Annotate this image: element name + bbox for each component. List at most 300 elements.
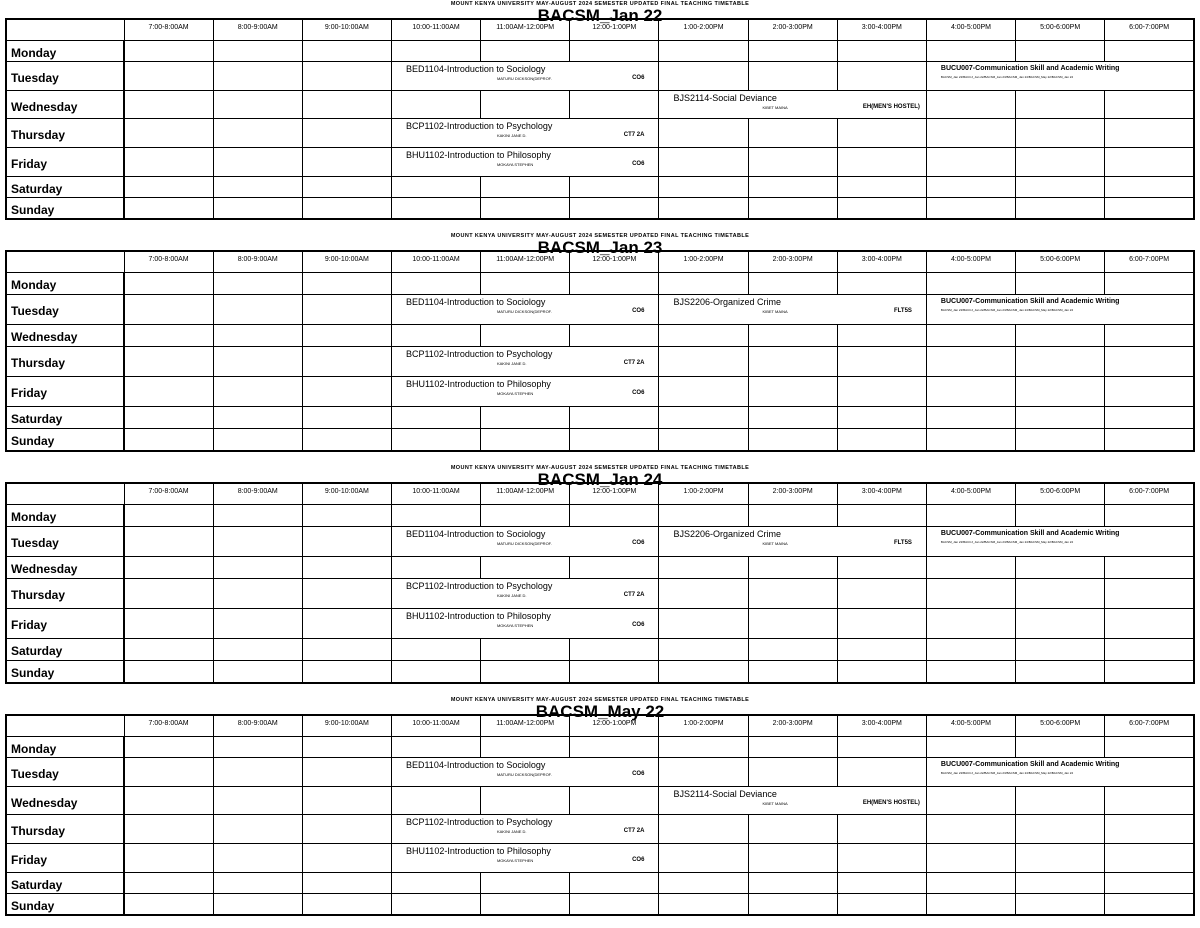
day-row — [6, 526, 1194, 556]
empty-cell — [837, 376, 926, 406]
time-slot-label: 4:00-5:00PM — [950, 256, 992, 263]
empty-cell — [926, 660, 1015, 683]
session-cell[interactable] — [659, 90, 926, 119]
timetable-grid — [5, 18, 1195, 220]
time-slot-label: 12:00-1:00PM — [592, 488, 637, 495]
empty-cell — [1016, 41, 1105, 62]
course-name: BED1104-Introduction to Sociology — [405, 64, 546, 74]
empty-cell — [213, 608, 302, 638]
time-slot-header — [570, 19, 659, 41]
time-slot-header — [748, 483, 837, 505]
empty-cell — [837, 273, 926, 295]
empty-cell — [481, 737, 570, 758]
empty-cell — [481, 90, 570, 119]
empty-cell — [213, 176, 302, 197]
day-label: Thursday — [6, 346, 124, 376]
empty-cell — [302, 197, 391, 219]
empty-cell — [748, 406, 837, 428]
time-slot-label: 2:00-3:00PM — [772, 24, 813, 31]
empty-cell — [302, 758, 391, 787]
empty-cell — [926, 737, 1015, 758]
time-slot-header — [302, 19, 391, 41]
session-cell[interactable] — [391, 294, 658, 324]
session-cell[interactable] — [926, 526, 1194, 556]
empty-cell — [124, 406, 213, 428]
day-label: Wednesday — [6, 556, 124, 578]
empty-cell — [1016, 197, 1105, 219]
course-name: BCP1102-Introduction to Psychology — [405, 817, 553, 828]
course-name: BCP1102-Introduction to Psychology — [405, 348, 553, 359]
day-row — [6, 758, 1194, 787]
day-label: Saturday — [6, 176, 124, 197]
empty-cell — [481, 786, 570, 815]
empty-cell — [1016, 176, 1105, 197]
empty-cell — [1016, 786, 1105, 815]
room-label: FLT5S — [894, 307, 912, 314]
time-slot-label: 12:00-1:00PM — [592, 256, 637, 263]
empty-cell — [302, 294, 391, 324]
empty-cell — [837, 578, 926, 608]
day-label: Wednesday — [6, 786, 124, 815]
empty-cell — [570, 872, 659, 893]
empty-cell — [659, 758, 748, 787]
time-slot-header — [570, 251, 659, 273]
time-slot-label: 7:00-8:00AM — [148, 256, 189, 263]
time-slot-header — [124, 19, 213, 41]
empty-cell — [659, 737, 748, 758]
empty-cell — [391, 428, 480, 451]
day-row — [6, 62, 1194, 91]
timetable-grid — [5, 250, 1195, 452]
time-slot-header — [213, 483, 302, 505]
empty-cell — [926, 324, 1015, 346]
lecturer-name: KAKINI JANE D. — [496, 360, 527, 366]
empty-cell — [748, 872, 837, 893]
empty-cell — [213, 893, 302, 915]
empty-cell — [1105, 556, 1194, 578]
session-cell[interactable] — [391, 526, 658, 556]
time-slot-header — [213, 715, 302, 737]
session-cell[interactable] — [391, 608, 658, 638]
corner-cell — [6, 715, 124, 737]
day-row — [6, 176, 1194, 197]
session-cell[interactable] — [659, 786, 926, 815]
session-cell[interactable] — [391, 119, 658, 148]
empty-cell — [213, 872, 302, 893]
empty-cell — [837, 406, 926, 428]
time-slot-label: 9:00-10:00AM — [324, 720, 369, 727]
empty-cell — [124, 62, 213, 91]
room-label: CO6 — [632, 621, 645, 628]
empty-cell — [124, 273, 213, 295]
time-slot-header — [1016, 251, 1105, 273]
empty-cell — [1016, 273, 1105, 295]
session-cell[interactable] — [391, 346, 658, 376]
university-title: MOUNT KENYA UNIVERSITY MAY-AUGUST 2024 SEMESTER UPDATED FINAL TEACHING TIMETABLE — [450, 233, 750, 239]
empty-cell — [391, 324, 480, 346]
empty-cell — [659, 872, 748, 893]
empty-cell — [926, 608, 1015, 638]
empty-cell — [570, 428, 659, 451]
empty-cell — [213, 41, 302, 62]
day-label: Sunday — [6, 893, 124, 915]
empty-cell — [837, 737, 926, 758]
session-cell[interactable] — [391, 758, 658, 787]
empty-cell — [659, 62, 748, 91]
empty-cell — [213, 376, 302, 406]
time-slot-header — [748, 715, 837, 737]
empty-cell — [302, 119, 391, 148]
course-name: BHU1102-Introduction to Philosophy — [405, 610, 551, 621]
time-slot-label: 3:00-4:00PM — [861, 24, 902, 31]
room-label: CO6 — [632, 75, 645, 81]
empty-cell — [1105, 844, 1194, 873]
group-list: BACSM_Jan 22/BACCJ_Jan 22/BACSM_Jan 23/BACSM_Jan 24/BACSM_May 22/BACSM_Jan 22 — [940, 539, 1074, 544]
empty-cell — [302, 660, 391, 683]
empty-cell — [1105, 578, 1194, 608]
room-label: CO6 — [632, 771, 645, 777]
session-cell[interactable] — [926, 294, 1194, 324]
empty-cell — [748, 608, 837, 638]
day-row — [6, 376, 1194, 406]
empty-cell — [1016, 406, 1105, 428]
empty-cell — [213, 346, 302, 376]
timetable-block — [0, 0, 1200, 232]
empty-cell — [302, 844, 391, 873]
empty-cell — [926, 844, 1015, 873]
empty-cell — [124, 526, 213, 556]
empty-cell — [926, 578, 1015, 608]
empty-cell — [1105, 90, 1194, 119]
empty-cell — [1105, 660, 1194, 683]
empty-cell — [926, 41, 1015, 62]
timetable-block — [0, 232, 1200, 464]
empty-cell — [481, 872, 570, 893]
empty-cell — [302, 376, 391, 406]
empty-cell — [837, 324, 926, 346]
empty-cell — [659, 608, 748, 638]
time-slot-label: 11:00AM-12:00PM — [496, 24, 555, 31]
time-slot-header — [302, 483, 391, 505]
empty-cell — [1016, 893, 1105, 915]
time-slot-header — [1016, 483, 1105, 505]
day-row — [6, 324, 1194, 346]
empty-cell — [837, 758, 926, 787]
empty-cell — [926, 376, 1015, 406]
empty-cell — [1016, 346, 1105, 376]
group-title: BACSM_Jan 24 — [537, 470, 663, 489]
time-slot-label: 3:00-4:00PM — [861, 720, 902, 727]
time-slot-label: 8:00-9:00AM — [237, 720, 278, 727]
empty-cell — [570, 41, 659, 62]
time-slot-label: 5:00-6:00PM — [1040, 720, 1081, 727]
day-row — [6, 294, 1194, 324]
course-name: BHU1102-Introduction to Philosophy — [405, 150, 551, 161]
empty-cell — [213, 324, 302, 346]
empty-cell — [1016, 148, 1105, 177]
empty-cell — [570, 176, 659, 197]
empty-cell — [1105, 346, 1194, 376]
empty-cell — [391, 786, 480, 815]
empty-cell — [124, 815, 213, 844]
empty-cell — [1105, 41, 1194, 62]
session-cell[interactable] — [391, 376, 658, 406]
empty-cell — [1016, 324, 1105, 346]
time-slot-header — [124, 715, 213, 737]
empty-cell — [124, 148, 213, 177]
empty-cell — [659, 324, 748, 346]
day-label: Tuesday — [6, 526, 124, 556]
course-name: BCP1102-Introduction to Psychology — [405, 121, 553, 132]
time-slot-header — [213, 19, 302, 41]
empty-cell — [481, 41, 570, 62]
time-slot-label: 11:00AM-12:00PM — [496, 720, 555, 727]
time-slot-label: 6:00-7:00PM — [1129, 256, 1170, 263]
time-slot-label: 5:00-6:00PM — [1040, 256, 1081, 263]
empty-cell — [124, 324, 213, 346]
day-label: Monday — [6, 505, 124, 527]
time-slot-header — [1016, 715, 1105, 737]
time-slot-header — [1105, 251, 1194, 273]
time-slot-header — [837, 715, 926, 737]
empty-cell — [748, 428, 837, 451]
day-label: Thursday — [6, 815, 124, 844]
corner-cell — [6, 19, 124, 41]
time-slot-header — [1016, 19, 1105, 41]
empty-cell — [302, 638, 391, 660]
empty-cell — [926, 197, 1015, 219]
day-label: Wednesday — [6, 324, 124, 346]
course-name: BUCU007-Communication Skill and Academic Writing — [940, 529, 1120, 537]
empty-cell — [391, 176, 480, 197]
empty-cell — [837, 505, 926, 527]
session-cell[interactable] — [391, 62, 658, 91]
empty-cell — [391, 505, 480, 527]
corner-cell — [6, 251, 124, 273]
empty-cell — [748, 273, 837, 295]
empty-cell — [1016, 815, 1105, 844]
empty-cell — [659, 638, 748, 660]
empty-cell — [124, 90, 213, 119]
empty-cell — [1105, 273, 1194, 295]
day-row — [6, 90, 1194, 119]
time-slot-header — [481, 19, 570, 41]
empty-cell — [926, 90, 1015, 119]
empty-cell — [302, 505, 391, 527]
empty-cell — [926, 872, 1015, 893]
session-cell[interactable] — [391, 578, 658, 608]
session-cell[interactable] — [391, 815, 658, 844]
day-row — [6, 660, 1194, 683]
time-slot-label: 3:00-4:00PM — [861, 488, 902, 495]
empty-cell — [1016, 505, 1105, 527]
empty-cell — [837, 41, 926, 62]
empty-cell — [124, 893, 213, 915]
empty-cell — [391, 660, 480, 683]
empty-cell — [1105, 737, 1194, 758]
time-slot-header — [1105, 715, 1194, 737]
time-slot-header — [926, 715, 1015, 737]
empty-cell — [302, 176, 391, 197]
empty-cell — [748, 815, 837, 844]
empty-cell — [1016, 737, 1105, 758]
day-row — [6, 119, 1194, 148]
room-label: CT7 2A — [623, 828, 645, 835]
day-row — [6, 578, 1194, 608]
empty-cell — [481, 660, 570, 683]
header-row — [6, 715, 1194, 737]
empty-cell — [837, 346, 926, 376]
room-label: CO6 — [632, 307, 645, 314]
empty-cell — [570, 505, 659, 527]
empty-cell — [926, 638, 1015, 660]
time-slot-header — [659, 19, 748, 41]
session-cell[interactable] — [391, 844, 658, 873]
time-slot-label: 12:00-1:00PM — [592, 24, 637, 31]
empty-cell — [302, 608, 391, 638]
group-title: BACSM_Jan 23 — [537, 238, 663, 257]
day-label: Tuesday — [6, 62, 124, 91]
time-slot-header — [926, 251, 1015, 273]
empty-cell — [302, 428, 391, 451]
time-slot-label: 7:00-8:00AM — [148, 720, 189, 727]
empty-cell — [302, 406, 391, 428]
empty-cell — [124, 556, 213, 578]
empty-cell — [1016, 376, 1105, 406]
empty-cell — [391, 638, 480, 660]
empty-cell — [1016, 608, 1105, 638]
time-slot-label: 8:00-9:00AM — [237, 24, 278, 31]
day-row — [6, 844, 1194, 873]
time-slot-label: 7:00-8:00AM — [148, 488, 189, 495]
empty-cell — [1016, 844, 1105, 873]
course-name: BJS2114-Social Deviance — [673, 788, 777, 799]
empty-cell — [748, 893, 837, 915]
empty-cell — [481, 273, 570, 295]
time-slot-label: 1:00-2:00PM — [683, 720, 724, 727]
day-label: Friday — [6, 148, 124, 177]
day-row — [6, 786, 1194, 815]
day-row — [6, 346, 1194, 376]
empty-cell — [1105, 406, 1194, 428]
empty-cell — [124, 844, 213, 873]
empty-cell — [659, 148, 748, 177]
time-slot-label: 4:00-5:00PM — [950, 24, 992, 31]
empty-cell — [570, 786, 659, 815]
empty-cell — [837, 556, 926, 578]
room-label: CT7 2A — [623, 359, 645, 366]
empty-cell — [926, 786, 1015, 815]
time-slot-header — [748, 19, 837, 41]
empty-cell — [481, 505, 570, 527]
empty-cell — [1105, 119, 1194, 148]
empty-cell — [837, 844, 926, 873]
empty-cell — [124, 758, 213, 787]
empty-cell — [213, 786, 302, 815]
time-slot-header — [481, 251, 570, 273]
empty-cell — [659, 505, 748, 527]
empty-cell — [570, 324, 659, 346]
time-slot-label: 8:00-9:00AM — [237, 256, 278, 263]
empty-cell — [1105, 872, 1194, 893]
time-slot-header — [837, 251, 926, 273]
empty-cell — [837, 176, 926, 197]
session-cell[interactable] — [926, 62, 1194, 91]
day-row — [6, 148, 1194, 177]
empty-cell — [124, 638, 213, 660]
lecturer-name: MATURU DICKSON(DEPROF. — [496, 76, 552, 81]
empty-cell — [926, 815, 1015, 844]
time-slot-label: 9:00-10:00AM — [324, 488, 369, 495]
empty-cell — [1016, 556, 1105, 578]
day-label: Monday — [6, 41, 124, 62]
empty-cell — [1105, 376, 1194, 406]
empty-cell — [570, 556, 659, 578]
empty-cell — [481, 428, 570, 451]
empty-cell — [748, 638, 837, 660]
lecturer-name: KAKINI JANE D. — [496, 133, 527, 139]
empty-cell — [748, 62, 837, 91]
empty-cell — [926, 428, 1015, 451]
empty-cell — [213, 119, 302, 148]
day-row — [6, 273, 1194, 295]
course-name: BHU1102-Introduction to Philosophy — [405, 378, 551, 389]
empty-cell — [1105, 893, 1194, 915]
empty-cell — [213, 62, 302, 91]
university-title: MOUNT KENYA UNIVERSITY MAY-AUGUST 2024 SEMESTER UPDATED FINAL TEACHING TIMETABLE — [450, 465, 750, 471]
empty-cell — [302, 786, 391, 815]
empty-cell — [302, 148, 391, 177]
time-slot-header — [659, 483, 748, 505]
time-slot-header — [302, 251, 391, 273]
empty-cell — [659, 578, 748, 608]
empty-cell — [391, 273, 480, 295]
empty-cell — [748, 758, 837, 787]
time-slot-label: 5:00-6:00PM — [1040, 488, 1081, 495]
empty-cell — [837, 638, 926, 660]
empty-cell — [659, 556, 748, 578]
university-title: MOUNT KENYA UNIVERSITY MAY-AUGUST 2024 SEMESTER UPDATED FINAL TEACHING TIMETABLE — [450, 1, 750, 7]
empty-cell — [213, 526, 302, 556]
empty-cell — [302, 556, 391, 578]
empty-cell — [570, 737, 659, 758]
session-cell[interactable] — [926, 758, 1194, 787]
day-label: Sunday — [6, 197, 124, 219]
session-cell[interactable] — [391, 148, 658, 177]
time-slot-label: 8:00-9:00AM — [237, 488, 278, 495]
empty-cell — [124, 578, 213, 608]
empty-cell — [748, 376, 837, 406]
time-slot-label: 6:00-7:00PM — [1129, 720, 1170, 727]
empty-cell — [837, 197, 926, 219]
lecturer-name: MOKAYA STEPHEN — [496, 390, 534, 396]
lecturer-name: KIBET MAINA — [762, 308, 788, 314]
time-slot-label: 7:00-8:00AM — [148, 24, 189, 31]
empty-cell — [1105, 197, 1194, 219]
empty-cell — [748, 148, 837, 177]
day-label: Friday — [6, 376, 124, 406]
empty-cell — [1105, 148, 1194, 177]
session-cell[interactable] — [659, 526, 926, 556]
empty-cell — [926, 273, 1015, 295]
time-slot-header — [302, 715, 391, 737]
corner-cell — [6, 483, 124, 505]
empty-cell — [124, 176, 213, 197]
lecturer-name: KIBET MAINA — [762, 540, 788, 546]
session-cell[interactable] — [659, 294, 926, 324]
empty-cell — [481, 197, 570, 219]
empty-cell — [213, 197, 302, 219]
